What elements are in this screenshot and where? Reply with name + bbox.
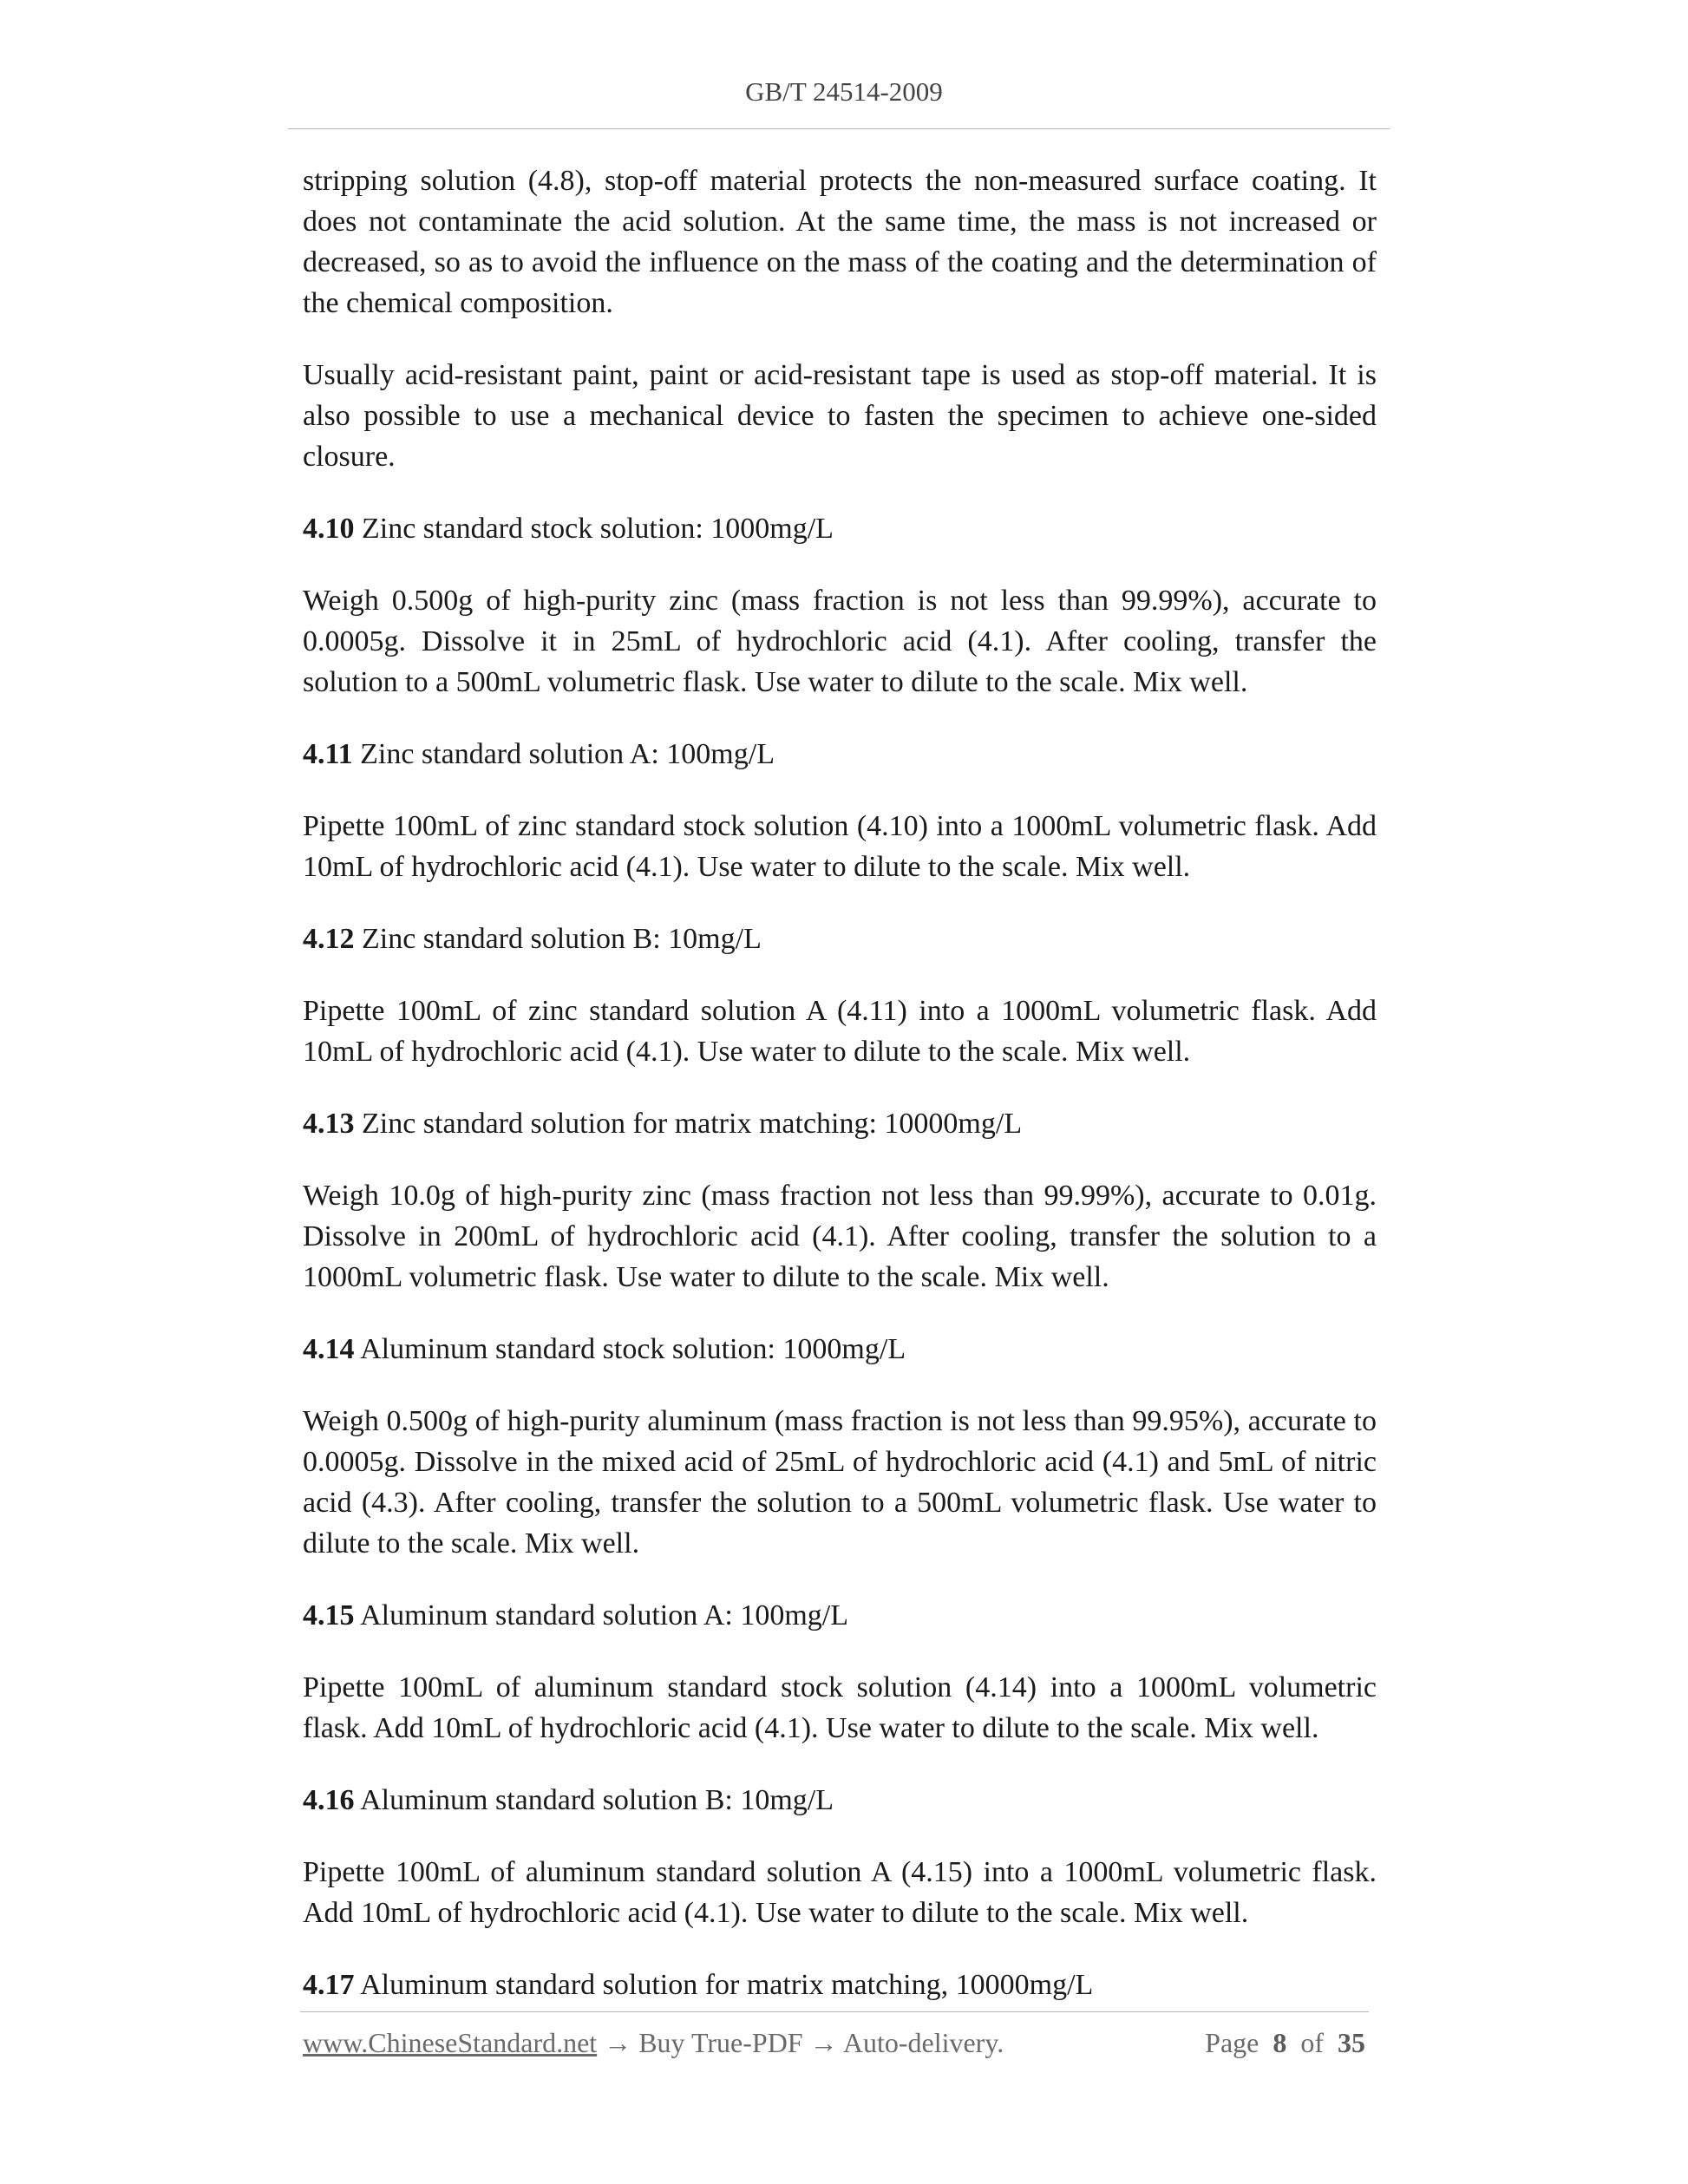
header-divider bbox=[288, 128, 1390, 129]
of-label: of bbox=[1300, 2027, 1324, 2058]
page-label: Page bbox=[1205, 2027, 1259, 2058]
section-number: 4.17 bbox=[303, 1969, 355, 2001]
section-4-16 bbox=[303, 1780, 1377, 1933]
section-title: Aluminum standard solution B: 10mg/L bbox=[360, 1784, 834, 1816]
section-heading bbox=[303, 1780, 1377, 1821]
section-heading bbox=[303, 1329, 1377, 1370]
section-4-17 bbox=[303, 1965, 1377, 2005]
section-4-12 bbox=[303, 919, 1377, 1072]
section-title: Zinc standard solution for matrix matching: 10000mg/L bbox=[362, 1108, 1023, 1140]
section-number: 4.15 bbox=[303, 1599, 355, 1631]
page-indicator bbox=[1205, 2027, 1365, 2059]
section-title: Aluminum standard solution A: 100mg/L bbox=[360, 1599, 849, 1631]
section-title: Zinc standard stock solution: 1000mg/L bbox=[362, 513, 834, 545]
standard-number: GB/T 24514-2009 bbox=[745, 76, 943, 107]
delivery-text: Auto-delivery. bbox=[842, 2027, 1004, 2058]
total-pages: 35 bbox=[1338, 2027, 1365, 2058]
section-heading bbox=[303, 1103, 1377, 1144]
section-4-13 bbox=[303, 1103, 1377, 1298]
intro-paragraph: stripping solution (4.8), stop-off material protects the non-measured surface coating. It does not contaminate the acid solution. At the same time, the mass is not increased or decreased, so as to avoid the influence on the mass of the coating and the determination of the chemical composition. bbox=[303, 165, 1377, 319]
section-text: Weigh 0.500g of high-purity aluminum (mass fraction is not less than 99.95%), accurate to 0.0005g. Dissolve in the mixed acid of 25mL of hydrochloric acid (4.1) and 5mL of nitric acid (4.3). After cooling, transfer the solution to a 500mL volumetric flask. Use water to dilute to the scale. Mix well. bbox=[303, 1405, 1377, 1560]
section-4-15 bbox=[303, 1595, 1377, 1749]
buy-text: Buy True-PDF bbox=[638, 2027, 803, 2058]
site-link[interactable]: www.ChineseStandard.net bbox=[303, 2027, 598, 2058]
section-title: Aluminum standard solution for matrix matching, 10000mg/L bbox=[360, 1969, 1094, 2001]
section-text: Weigh 10.0g of high-purity zinc (mass fraction not less than 99.99%), accurate to 0.01g. Dissolve in 200mL of hydrochloric acid (4.1). After cooling, transfer the solution to a 1000mL volumetric flask. Use water to dilute to the scale. Mix well. bbox=[303, 1180, 1377, 1293]
section-4-11 bbox=[303, 734, 1377, 887]
section-number: 4.13 bbox=[303, 1108, 355, 1140]
section-heading bbox=[303, 734, 1377, 775]
arrow-right-icon: → bbox=[809, 2027, 838, 2058]
footer-divider bbox=[300, 2011, 1369, 2012]
section-heading bbox=[303, 1965, 1377, 2005]
section-title: Zinc standard solution A: 100mg/L bbox=[360, 738, 775, 770]
section-number: 4.16 bbox=[303, 1784, 355, 1816]
section-text: Pipette 100mL of aluminum standard solution A (4.15) into a 1000mL volumetric flask. Add 10mL of hydrochloric acid (4.1). Use water to dilute to the scale. Mix well. bbox=[303, 1856, 1377, 1929]
document-body bbox=[303, 160, 1377, 2037]
section-title: Zinc standard solution B: 10mg/L bbox=[362, 923, 762, 955]
footer-promo bbox=[303, 2027, 1004, 2059]
current-page: 8 bbox=[1273, 2027, 1287, 2058]
section-text: Pipette 100mL of aluminum standard stock solution (4.14) into a 1000mL volumetric flask. Add 10mL of hydrochloric acid (4.1). Use water to dilute to the scale. Mix well. bbox=[303, 1671, 1377, 1744]
section-text: Pipette 100mL of zinc standard stock solution (4.10) into a 1000mL volumetric flask. Add 10mL of hydrochloric acid (4.1). Use water to dilute to the scale. Mix well. bbox=[303, 810, 1377, 883]
arrow-right-icon: → bbox=[604, 2027, 632, 2058]
section-text: Pipette 100mL of zinc standard solution A (4.11) into a 1000mL volumetric flask. Add 10mL of hydrochloric acid (4.1). Use water to dilute to the scale. Mix well. bbox=[303, 995, 1377, 1068]
section-title: Aluminum standard stock solution: 1000mg/L bbox=[360, 1333, 906, 1365]
section-4-14 bbox=[303, 1329, 1377, 1564]
section-number: 4.11 bbox=[303, 738, 353, 770]
section-number: 4.12 bbox=[303, 923, 355, 955]
section-heading bbox=[303, 508, 1377, 549]
section-number: 4.10 bbox=[303, 513, 355, 545]
section-4-10 bbox=[303, 508, 1377, 703]
document-header bbox=[0, 76, 1688, 108]
section-number: 4.14 bbox=[303, 1333, 355, 1365]
section-heading bbox=[303, 1595, 1377, 1636]
intro-paragraph: Usually acid-resistant paint, paint or acid-resistant tape is used as stop-off material. It is also possible to use a mechanical device to fasten the specimen to achieve one-sided closure. bbox=[303, 359, 1377, 473]
section-text: Weigh 0.500g of high-purity zinc (mass fraction is not less than 99.99%), accurate to 0.0005g. Dissolve it in 25mL of hydrochloric acid (4.1). After cooling, transfer the solution to a 500mL volumetric flask. Use water to dilute to the scale. Mix well. bbox=[303, 585, 1377, 698]
section-heading bbox=[303, 919, 1377, 959]
